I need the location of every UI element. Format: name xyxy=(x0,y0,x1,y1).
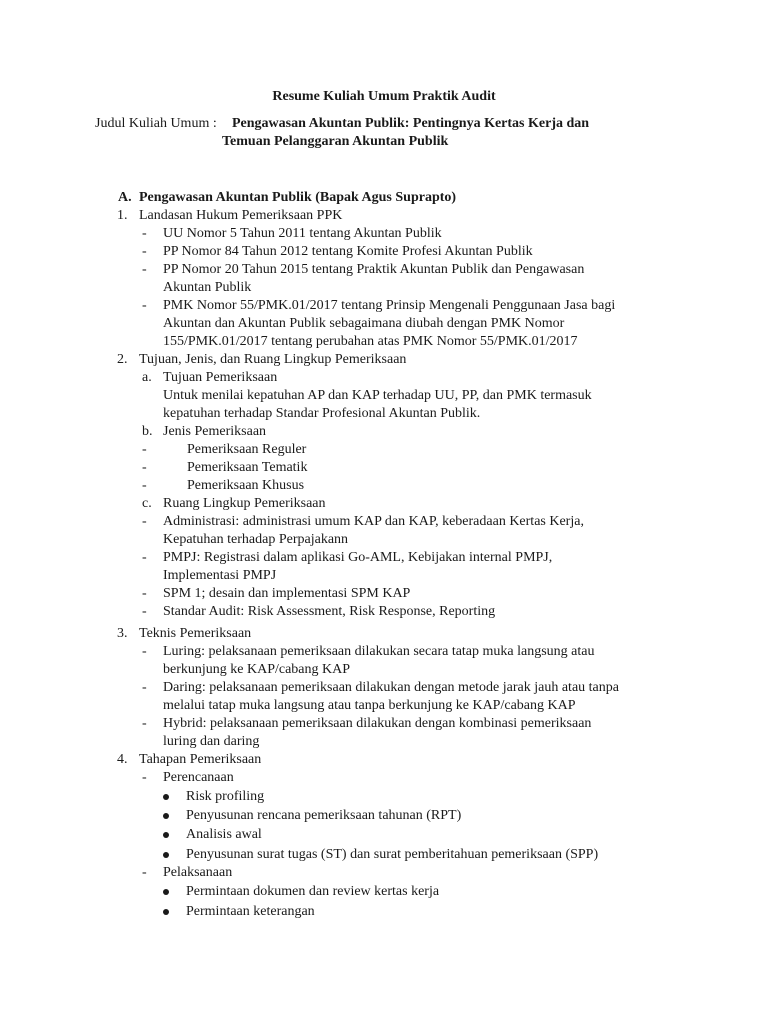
dash: - xyxy=(142,604,147,619)
dash: - xyxy=(142,680,147,695)
bullet-icon xyxy=(163,832,169,838)
list-item: Analisis awal xyxy=(186,827,262,842)
dash: - xyxy=(142,770,147,785)
sub-b-marker: b. xyxy=(142,424,153,439)
list-item: Pemeriksaan Reguler xyxy=(187,442,307,457)
item-1-title: Landasan Hukum Pemeriksaan PPK xyxy=(139,208,343,223)
dash: - xyxy=(142,478,147,493)
list-item: Penyusunan rencana pemeriksaan tahunan (RPT) xyxy=(186,808,462,823)
list-item: Risk profiling xyxy=(186,789,265,804)
dash: - xyxy=(142,865,147,880)
sub-title-pelaksanaan: Pelaksanaan xyxy=(163,865,233,880)
bullet-icon xyxy=(163,889,169,895)
dash: - xyxy=(142,460,147,475)
dash: - xyxy=(142,226,147,241)
list-item: Permintaan dokumen dan review kertas kerja xyxy=(186,884,440,899)
list-item-cont: Kepatuhan terhadap Perpajakann xyxy=(163,532,349,547)
list-item: Permintaan keterangan xyxy=(186,904,315,919)
list-item: Standar Audit: Risk Assessment, Risk Response, Reporting xyxy=(163,604,496,619)
list-item-cont: Implementasi PMPJ xyxy=(163,568,277,583)
sub-c-marker: c. xyxy=(142,496,152,511)
dash: - xyxy=(142,550,147,565)
list-item: Daring: pelaksanaan pemeriksaan dilakukan dengan metode jarak jauh atau tanpa xyxy=(163,680,619,695)
dash: - xyxy=(142,586,147,601)
document-title: Resume Kuliah Umum Praktik Audit xyxy=(272,89,496,104)
item-3-title: Teknis Pemeriksaan xyxy=(139,626,252,641)
list-item-cont: luring dan daring xyxy=(163,734,260,749)
sub-a-text: Untuk menilai kepatuhan AP dan KAP terhadap UU, PP, dan PMK termasuk xyxy=(163,388,592,403)
list-item: Pemeriksaan Tematik xyxy=(187,460,308,475)
dash: - xyxy=(142,262,147,277)
list-item-cont: 155/PMK.01/2017 tentang perubahan atas PMK Nomor 55/PMK.01/2017 xyxy=(163,334,578,349)
list-item-cont: Akuntan dan Akuntan Publik sebagaimana diubah dengan PMK Nomor xyxy=(163,316,565,331)
list-item: Luring: pelaksanaan pemeriksaan dilakukan secara tatap muka langsung atau xyxy=(163,644,595,659)
sub-a-marker: a. xyxy=(142,370,152,385)
list-item-cont: melalui tatap muka langsung atau tanpa berkunjung ke KAP/cabang KAP xyxy=(163,698,576,713)
sub-a-text-cont: kepatuhan terhadap Standar Profesional Akuntan Publik. xyxy=(163,406,481,421)
item-4-marker: 4. xyxy=(117,752,128,767)
bullet-icon xyxy=(163,909,169,915)
item-2-marker: 2. xyxy=(117,352,128,367)
dash: - xyxy=(142,716,147,731)
sub-title-perencanaan: Perencanaan xyxy=(163,770,234,785)
list-item: PMPJ: Registrasi dalam aplikasi Go-AML, Kebijakan internal PMPJ, xyxy=(163,550,553,565)
dash: - xyxy=(142,298,147,313)
dash: - xyxy=(142,514,147,529)
list-item: PP Nomor 20 Tahun 2015 tentang Praktik Akuntan Publik dan Pengawasan xyxy=(163,262,585,277)
bullet-icon xyxy=(163,813,169,819)
item-3-marker: 3. xyxy=(117,626,128,641)
section-a-marker: A. xyxy=(118,190,132,205)
section-a-title: Pengawasan Akuntan Publik (Bapak Agus Suprapto) xyxy=(139,190,457,205)
list-item: Penyusunan surat tugas (ST) dan surat pemberitahuan pemeriksaan (SPP) xyxy=(186,847,599,862)
list-item-cont: Akuntan Publik xyxy=(163,280,252,295)
dash: - xyxy=(142,244,147,259)
list-item: PMK Nomor 55/PMK.01/2017 tentang Prinsip Mengenali Penggunaan Jasa bagi xyxy=(163,298,616,313)
bullet-icon xyxy=(163,852,169,858)
list-item: PP Nomor 84 Tahun 2012 tentang Komite Profesi Akuntan Publik xyxy=(163,244,533,259)
item-2-title: Tujuan, Jenis, dan Ruang Lingkup Pemeriksaan xyxy=(139,352,407,367)
subject-label: Judul Kuliah Umum : xyxy=(95,116,217,131)
subject-line-1: Pengawasan Akuntan Publik: Pentingnya Kertas Kerja dan xyxy=(232,116,590,131)
sub-b-title: Jenis Pemeriksaan xyxy=(163,424,267,439)
list-item: Pemeriksaan Khusus xyxy=(187,478,305,493)
dash: - xyxy=(142,442,147,457)
list-item: Administrasi: administrasi umum KAP dan KAP, keberadaan Kertas Kerja, xyxy=(163,514,584,529)
list-item: Hybrid: pelaksanaan pemeriksaan dilakukan dengan kombinasi pemeriksaan xyxy=(163,716,592,731)
list-item: UU Nomor 5 Tahun 2011 tentang Akuntan Publik xyxy=(163,226,442,241)
sub-c-title: Ruang Lingkup Pemeriksaan xyxy=(163,496,326,511)
list-item-cont: berkunjung ke KAP/cabang KAP xyxy=(163,662,351,677)
item-4-title: Tahapan Pemeriksaan xyxy=(139,752,262,767)
sub-a-title: Tujuan Pemeriksaan xyxy=(163,370,278,385)
subject-line-2: Temuan Pelanggaran Akuntan Publik xyxy=(222,134,449,149)
dash: - xyxy=(142,644,147,659)
bullet-icon xyxy=(163,794,169,800)
list-item: SPM 1; desain dan implementasi SPM KAP xyxy=(163,586,411,601)
item-1-marker: 1. xyxy=(117,208,128,223)
